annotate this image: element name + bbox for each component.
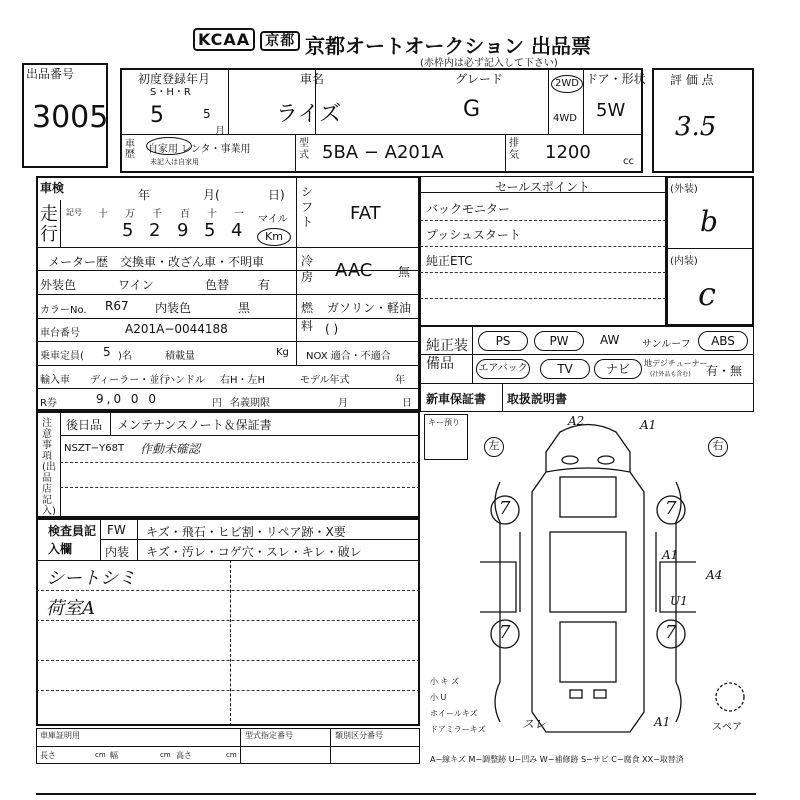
- import-dealer: ディーラー・並行: [90, 375, 170, 386]
- meter-options: 交換車・改ざん車・不明車: [120, 255, 265, 269]
- import-label: 輸入車: [40, 375, 70, 386]
- mileage-unit-4: 十: [207, 209, 217, 220]
- header-logo: [193, 30, 300, 50]
- load-label: 積載量: [165, 351, 195, 362]
- notes-line1-label: 後日品: [66, 418, 103, 432]
- car-name-label: 車名: [300, 72, 325, 86]
- inspector-hand-2: 荷室A: [46, 598, 95, 619]
- length-label: 長さ: [40, 751, 56, 760]
- left-side-mark: 左: [484, 437, 504, 457]
- capacity-value: 5: [103, 345, 111, 359]
- door-label: ドア・形状: [586, 72, 646, 86]
- width-unit: cm: [160, 751, 171, 759]
- damage-a2: A2: [568, 414, 585, 428]
- interior-items: キズ・汚レ・コゲ穴・スレ・キレ・破レ: [146, 545, 362, 559]
- manual-doc: 取扱説明書: [507, 392, 568, 406]
- equipment-label: 純正装備品: [426, 338, 468, 372]
- sales-item-2: プッシュスタート: [426, 228, 521, 242]
- inspection-month: 月(: [203, 188, 220, 202]
- mileage-digit-4: 4: [231, 220, 243, 241]
- legend-small-dent: 小 U: [430, 693, 447, 702]
- damage-a1-side: A1: [662, 548, 679, 562]
- capacity-unit: )名: [118, 351, 132, 362]
- model-year-unit: 年: [395, 375, 405, 386]
- height-label: 高さ: [176, 751, 192, 760]
- equip-ps: PS: [478, 331, 528, 351]
- color-no-label: カラーNo.: [40, 305, 87, 316]
- chassis-label: 車台番号: [40, 328, 80, 339]
- equip-navi: ナビ: [594, 359, 642, 379]
- exterior-color-label: 外装色: [40, 278, 77, 292]
- notes-side-label: 注意事項(出品店記入): [42, 418, 56, 517]
- capacity-label: 乗車定員(: [40, 351, 84, 362]
- wheel-fr: 7: [665, 498, 677, 519]
- wheel-rl: 7: [499, 622, 511, 643]
- expiry-label: 名義期限: [230, 398, 270, 409]
- shift-label: シフト: [301, 185, 314, 229]
- damage-a1-front: A1: [640, 418, 657, 432]
- sales-item-1: バックモニター: [426, 202, 511, 216]
- grade-label: グレード: [455, 72, 504, 86]
- displacement: 1200: [545, 142, 591, 163]
- registration-year: 5: [150, 103, 164, 128]
- color-change-label: 色替: [205, 278, 230, 292]
- model-year-label: モデル年式: [300, 375, 350, 386]
- listing-number-label: 出品番号: [26, 67, 75, 81]
- private-use-circle: [146, 137, 192, 155]
- fw-label: FW: [107, 523, 126, 537]
- damage-a1-rear: A1: [654, 715, 671, 729]
- expiry-day: 日: [402, 398, 412, 409]
- drive-2wd: 2WD: [551, 75, 583, 93]
- legend-wheel: ホイールキズ: [430, 709, 478, 718]
- equip-sunroof: サンルーフ: [642, 339, 691, 350]
- notes-line2: NSZT−Y68T: [64, 443, 125, 454]
- equip-tv: TV: [540, 359, 590, 379]
- key-label: キー預り: [428, 418, 460, 427]
- equip-tuner-yesno: 有・無: [706, 364, 743, 378]
- shift-value: FAT: [350, 203, 381, 224]
- wheel-fl: 7: [499, 498, 511, 519]
- kcaa-logo: KCAA: [193, 28, 255, 51]
- car-diagram: [420, 412, 756, 752]
- aircon-value: AAC: [335, 260, 373, 281]
- mileage-unit-5: 一: [234, 209, 244, 220]
- kyoto-logo: 京都: [260, 31, 300, 51]
- door-type: 5W: [596, 100, 626, 121]
- sales-item-3: 純正ETC: [426, 254, 473, 268]
- drive-4wd: 4WD: [553, 113, 577, 124]
- mileage-unit-3: 百: [180, 209, 190, 220]
- interior-label: 内装: [105, 545, 130, 559]
- aircon-label: 冷房: [301, 254, 314, 284]
- legend-mirror: ドアミラーキズ: [430, 725, 486, 734]
- mileage-record-label: 記号: [66, 208, 82, 217]
- model-cert-label: 型式指定番号: [245, 731, 293, 740]
- nox-status: NOX 適合・不適合: [306, 351, 391, 362]
- score-label: 評 価 点: [670, 73, 714, 87]
- inspection-label: 車検: [40, 181, 65, 195]
- registration-month: 5: [203, 107, 211, 121]
- handle-label: ハンドル: [165, 375, 205, 386]
- month-unit: 月: [215, 126, 225, 137]
- damage-u1: U1: [670, 594, 688, 608]
- interior-color-label: 内装色: [155, 301, 192, 315]
- color-change: 有: [258, 278, 271, 292]
- handle-options: 右H・左H: [220, 375, 266, 386]
- exterior-grade-label: (外装): [670, 184, 698, 195]
- aircon-none: 無: [398, 265, 411, 279]
- usage-options: 自家用 レンタ・事業用: [148, 144, 251, 155]
- mileage-unit-0: 十: [98, 209, 108, 220]
- page-subtitle: (赤枠内は必ず記入して下さい): [420, 58, 558, 69]
- exterior-color: ワイン: [118, 278, 154, 292]
- mileage-unit-1: 万: [125, 209, 135, 220]
- fw-items: キズ・飛石・ヒビ割・リペア跡・X要: [146, 525, 346, 539]
- car-name: ライズ: [276, 102, 342, 127]
- listing-number: 3005: [32, 100, 109, 135]
- expiry-month: 月: [338, 398, 348, 409]
- mileage-mile: マイル: [258, 214, 288, 225]
- meter-label: メーター歴: [48, 255, 109, 269]
- equip-pw: PW: [534, 331, 584, 351]
- inspector-hand-1: シートシミ: [46, 568, 136, 589]
- mileage-digit-3: 5: [204, 220, 216, 241]
- length-unit: cm: [95, 751, 106, 759]
- fuel-options: ガソリン・軽油: [327, 301, 412, 315]
- registration-label: 初度登録年月: [138, 72, 211, 86]
- color-no: R67: [105, 299, 129, 313]
- mileage-digit-0: 5: [122, 220, 134, 241]
- interior-grade: c: [698, 275, 716, 313]
- interior-color: 黒: [238, 301, 251, 315]
- fuel-label: 燃料: [301, 301, 314, 333]
- recycle-value: 9,0 0 0: [96, 392, 159, 406]
- category-label: 類別区分番号: [335, 731, 383, 740]
- equip-tuner-note: (社外品も含む): [650, 371, 691, 378]
- warranty-doc: 新車保証書: [426, 392, 487, 406]
- mileage-digit-1: 2: [149, 220, 161, 241]
- page-title: 京都オートオークション 出品票: [305, 34, 591, 58]
- displacement-label: 排気: [509, 138, 519, 161]
- height-unit: cm: [226, 751, 237, 759]
- damage-scuff: スレ: [522, 717, 547, 731]
- model-code: 5BA − A201A: [322, 142, 444, 163]
- wheel-rr: 7: [665, 622, 677, 643]
- equip-aw: AW: [600, 333, 620, 347]
- damage-a4: A4: [706, 568, 723, 582]
- era-label: S・H・R: [150, 87, 191, 98]
- car-grade: G: [463, 97, 481, 122]
- displacement-unit: cc: [623, 156, 634, 167]
- interior-grade-label: (内装): [670, 256, 698, 267]
- spare-label: スペア: [712, 722, 742, 733]
- load-unit: Kg: [276, 347, 289, 358]
- sales-box: [420, 176, 666, 326]
- recycle-unit: 円: [212, 398, 222, 409]
- recycle-label: R券: [40, 398, 57, 409]
- mileage-unit-2: 千: [152, 209, 162, 220]
- model-label: 型式: [299, 138, 309, 161]
- notes-line2-hand: 作動未確認: [140, 442, 201, 456]
- mileage-label: 走行: [40, 204, 58, 245]
- usage-note: 未記入は自家用: [150, 158, 199, 166]
- inspection-day: 日): [268, 188, 285, 202]
- fuel-paren: ( ): [325, 322, 339, 336]
- equip-abs: ABS: [698, 331, 748, 351]
- exterior-grade: b: [700, 205, 718, 238]
- sales-title: セールスポイント: [495, 180, 590, 194]
- equip-tuner: 地デジチューナー: [644, 359, 708, 368]
- mileage-km: Km: [257, 228, 291, 246]
- inspection-year: 年: [138, 188, 151, 202]
- mileage-digit-2: 9: [177, 220, 189, 241]
- equip-airbag: エアバック: [476, 359, 530, 379]
- inspector-label: 検査員記入欄: [48, 524, 97, 556]
- chassis-number: A201A−0044188: [125, 322, 228, 336]
- garage-cert-label: 車庫証明用: [40, 731, 80, 740]
- notes-line1-value: メンテナンスノート＆保証書: [117, 418, 272, 432]
- usage-label: 車歴: [125, 139, 135, 160]
- right-side-mark: 右: [708, 437, 728, 457]
- damage-legend: A−線キズ M−調整跡 U−凹み W−補修跡 S−サビ C−腐食 XX−取替済: [430, 755, 684, 764]
- legend-small-scratch: 小 キ ズ: [430, 677, 460, 686]
- width-label: 幅: [110, 751, 118, 760]
- score-value: 3.5: [675, 112, 717, 142]
